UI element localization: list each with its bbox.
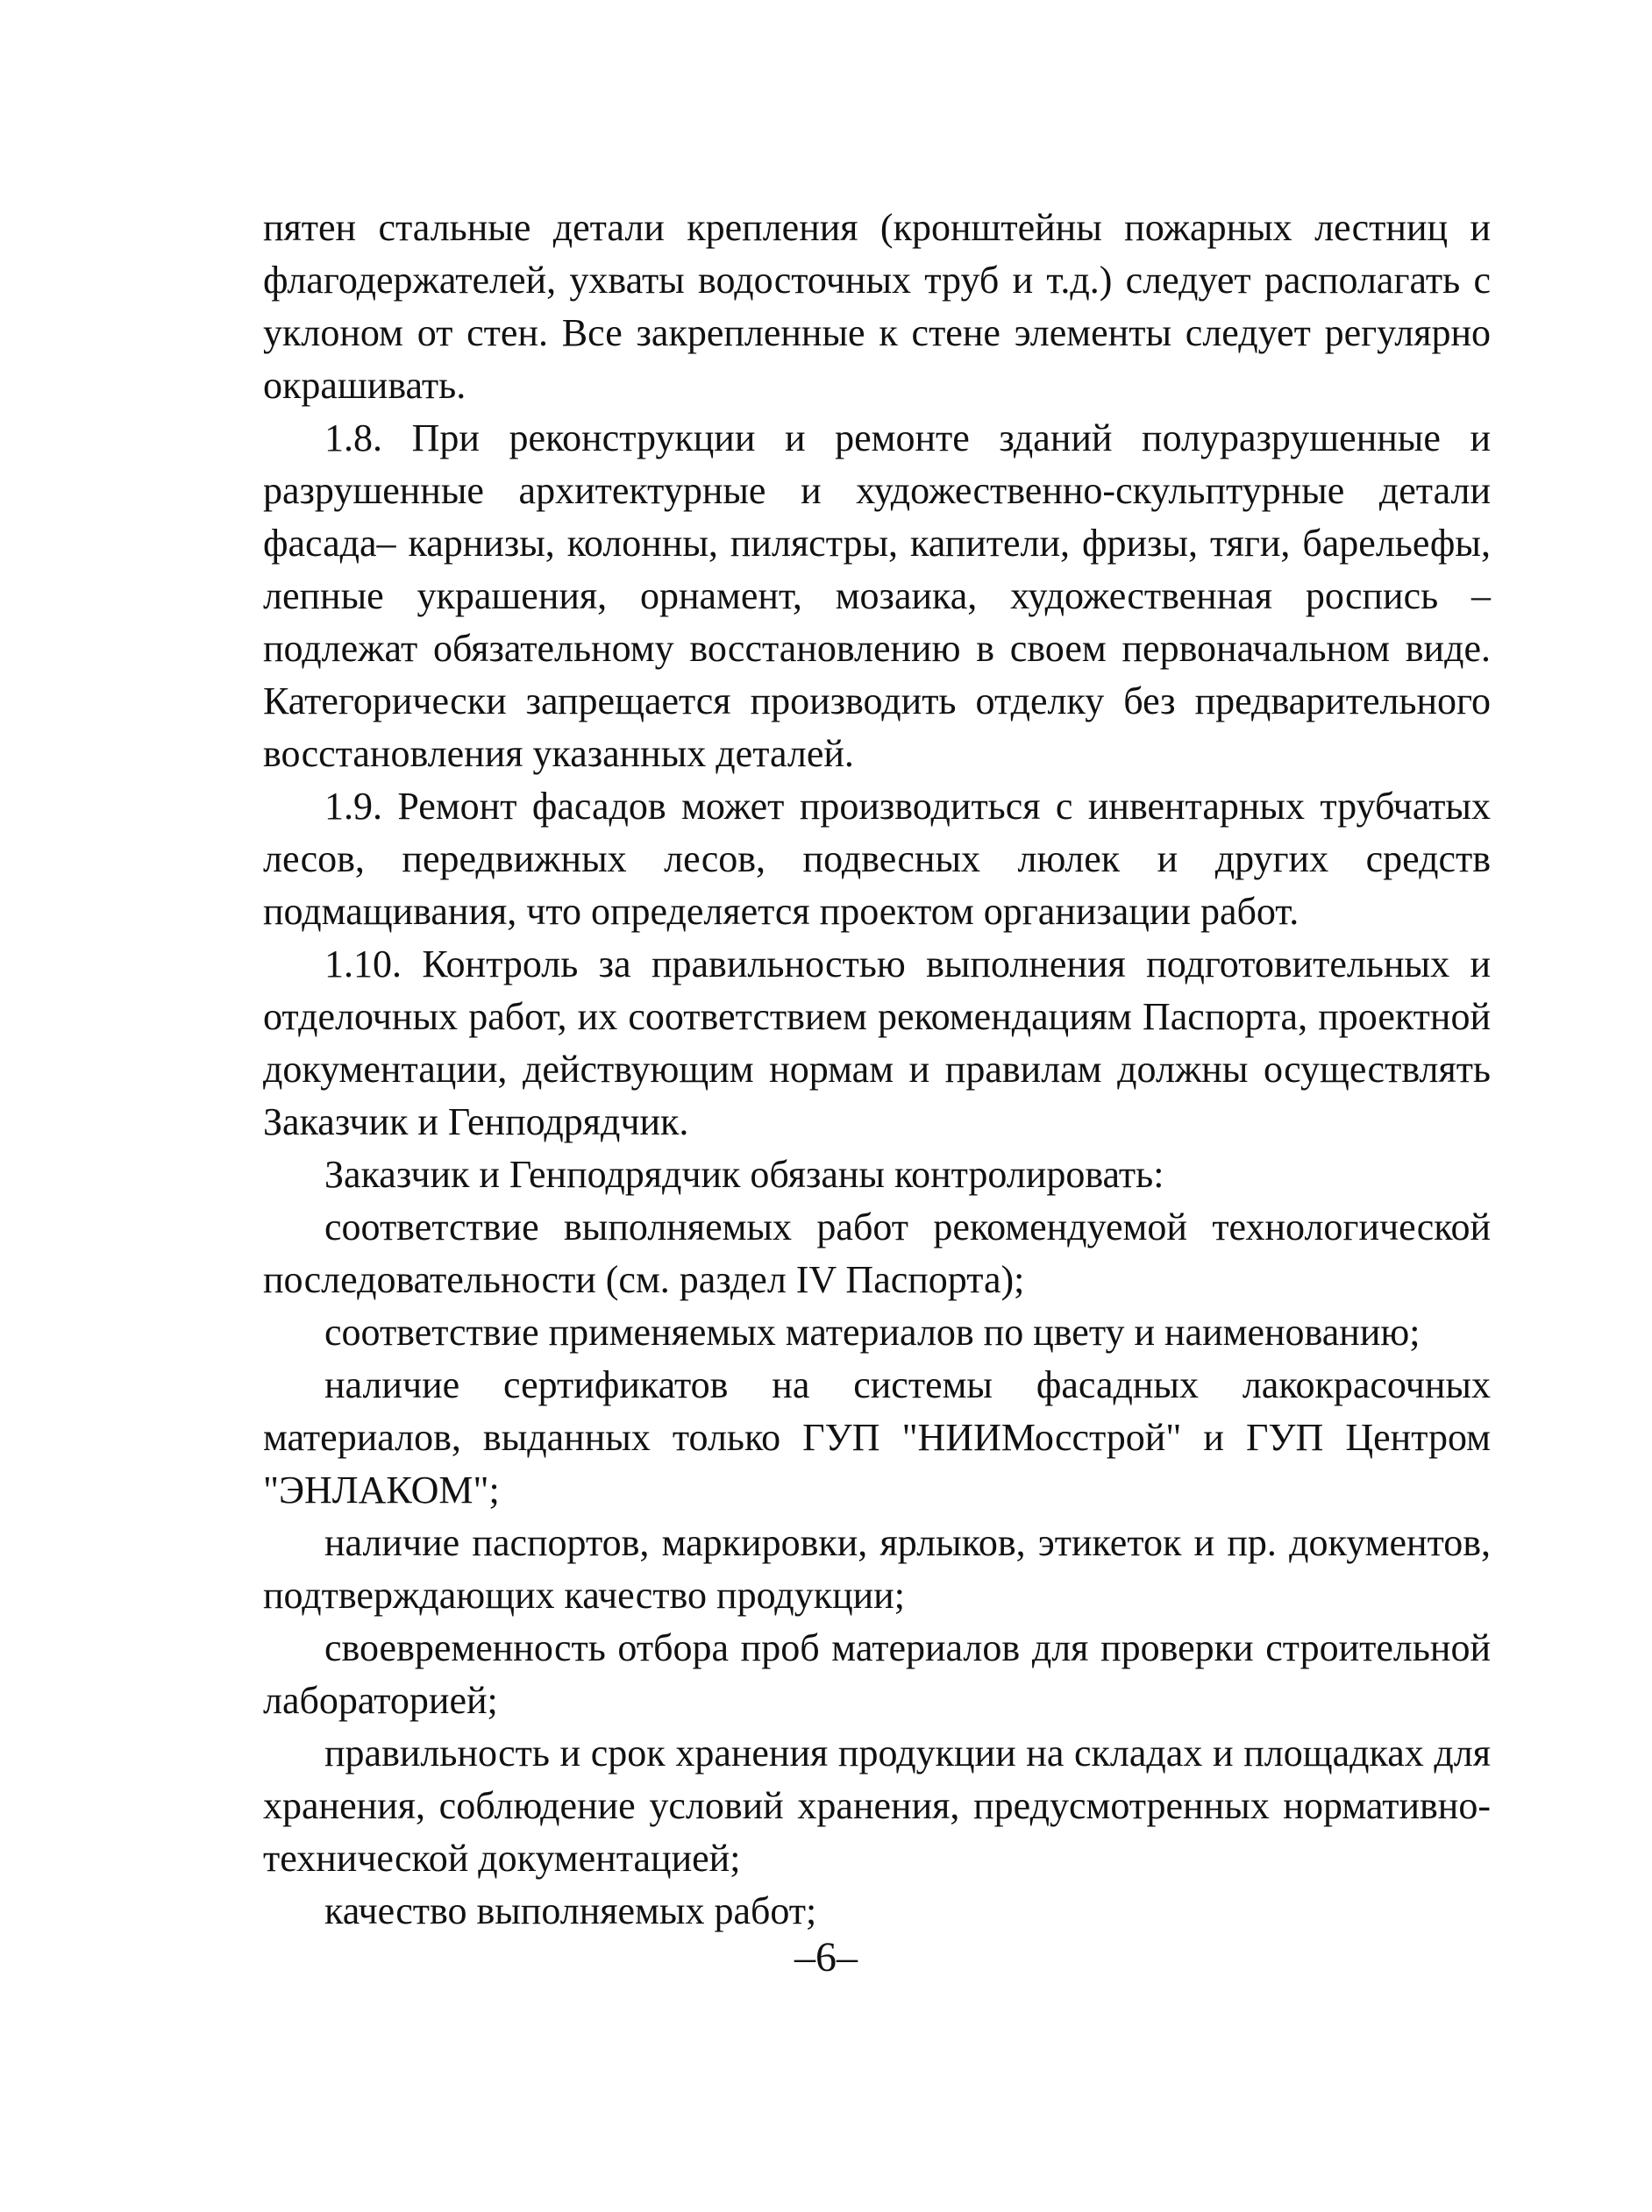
- page-number: –6–: [794, 1934, 858, 1981]
- list-item-materials-match: соответствие применяемых материалов по цвету и наименованию;: [324, 1311, 1421, 1354]
- list-item-storage: правильность и срок хранения продукции на складах и площадках для хранения, соблюдение условий хранения, предусмотренных нормативно-технической документацией;: [263, 1732, 1491, 1880]
- paragraph-1-8: 1.8. При реконструкции и ремонте зданий полуразрушенные и разрушенные архитектурные и художественно-скульптурные детали фасада– карнизы, колонны, пилястры, капители, фризы, тяги, барельефы, лепные украшения, орнамент, мозаика, художественная роспись – подлежат обязательному восстановлению в своем первоначальном виде. Категорически запрещается производить отделку без предварительного восстановления указанных деталей.: [263, 416, 1491, 775]
- list-item-certificates: наличие сертификатов на системы фасадных лакокрасочных материалов, выданных только ГУП "НИИМосстрой" и ГУП Центром "ЭНЛАКОМ";: [263, 1363, 1491, 1511]
- paragraph-control-intro: Заказчик и Генподрядчик обязаны контролировать:: [324, 1153, 1164, 1196]
- list-item-quality: качество выполняемых работ;: [324, 1889, 817, 1932]
- list-item-technology-sequence: соответствие выполняемых работ рекомендуемой технологической последовательности (см. раздел IV Паспорта);: [263, 1206, 1491, 1301]
- paragraph-1-10: 1.10. Контроль за правильностью выполнения подготовительных и отделочных работ, их соответствием рекомендациям Паспорта, проектной документации, действующим нормам и правилам должны осуществлять Заказчик и Генподрядчик.: [263, 942, 1491, 1143]
- list-item-sampling: своевременность отбора проб материалов для проверки строительной лабораторией;: [263, 1626, 1491, 1722]
- body-text: [263, 202, 1491, 1938]
- paragraph-1-9: 1.9. Ремонт фасадов может производиться с инвентарных трубчатых лесов, передвижных лесов, подвесных люлек и других средств подмащивания, что определяется проектом организации работ.: [263, 785, 1491, 933]
- paragraph-continuation: пятен стальные детали крепления (кронштейны пожарных лестниц и флагодержателей, ухваты водосточных труб и т.д.) следует располагать с уклоном от стен. Все закрепленные к стене элементы следует регулярно окрашивать.: [263, 206, 1491, 407]
- list-item-passports: наличие паспортов, маркировки, ярлыков, этикеток и пр. документов, подтверждающих качество продукции;: [263, 1521, 1491, 1617]
